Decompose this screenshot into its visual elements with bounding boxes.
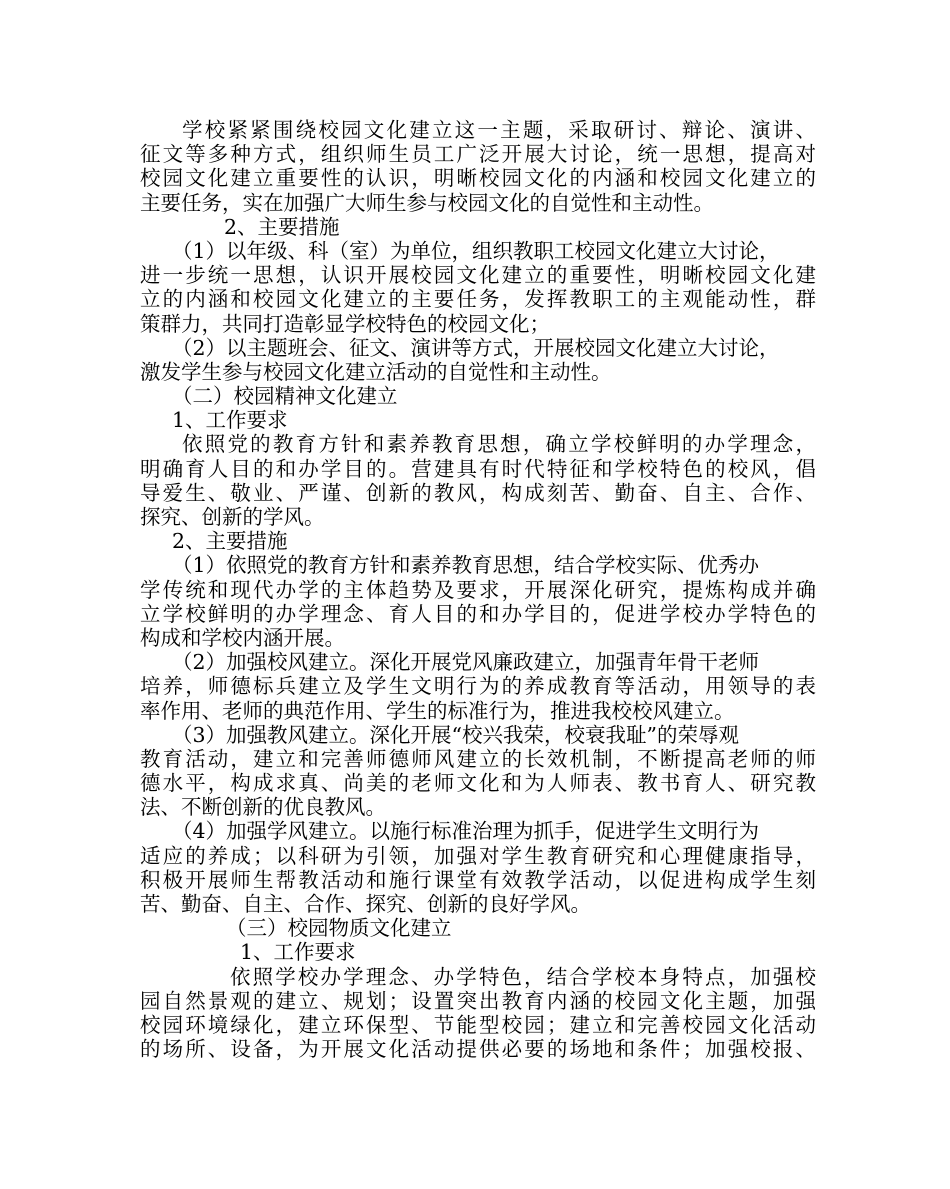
text-line: 进一步统一思想，认识开展校园文化建立的重要性，明晰校园文化建 bbox=[140, 263, 816, 288]
text-line: （2）加强校风建立。深化开展党风廉政建立，加强青年骨干老师 bbox=[172, 650, 760, 675]
text-line: 率作用、老师的典范作用、学生的标准行为，推进我校校风建立。 bbox=[140, 698, 735, 723]
section-heading: 1、工作要求 bbox=[240, 940, 356, 965]
text-line: 策群力，共同打造彰显学校特色的校园文化； bbox=[140, 311, 550, 336]
text-line: 培养，师德标兵建立及学生文明行为的养成教育等活动，用领导的表 bbox=[140, 674, 816, 699]
text-line: （3）加强教风建立。深化开展“校兴我荣，校衰我耻”的荣辱观 bbox=[172, 722, 740, 747]
text-line: 激发学生参与校园文化建立活动的自觉性和主动性。 bbox=[140, 359, 612, 384]
text-line: 导爱生、敬业、严谨、创新的教风，构成刻苦、勤奋、自主、合作、 bbox=[140, 480, 816, 505]
text-line: 积极开展师生帮教活动和施行课堂有效教学活动，以促进构成学生刻 bbox=[140, 867, 816, 892]
text-line: 征文等多种方式，组织师生员工广泛开展大讨论，统一思想，提高对 bbox=[140, 142, 816, 167]
section-heading: （三）校园物质文化建立 bbox=[226, 916, 452, 941]
text-line: 立的内涵和校园文化建立的主要任务，发挥教职工的主观能动性，群 bbox=[140, 287, 816, 312]
section-heading: 2、主要措施 bbox=[224, 214, 340, 239]
text-line: （1）以年级、科（室）为单位，组织教职工校园文化建立大讨论， bbox=[172, 238, 780, 263]
text-line: 明确育人目的和办学目的。营建具有时代特征和学校特色的校风，倡 bbox=[140, 456, 816, 481]
text-line: 德水平，构成求真、尚美的老师文化和为人师表、教书育人、研究教 bbox=[140, 771, 816, 796]
text-line: 苦、勤奋、自主、合作、探究、创新的良好学风。 bbox=[140, 892, 591, 916]
text-line: 园自然景观的建立、规划；设置突出教育内涵的校园文化主题，加强 bbox=[140, 988, 816, 1013]
text-line: 主要任务，实在加强广大师生参与校园文化的自觉性和主动性。 bbox=[140, 190, 714, 215]
text-line: （2）以主题班会、征文、演讲等方式，开展校园文化建立大讨论， bbox=[172, 335, 780, 360]
text-line: 的场所、设备，为开展文化活动提供必要的场地和条件；加强校报、 bbox=[140, 1037, 816, 1062]
text-line: 构成和学校内涵开展。 bbox=[140, 625, 345, 650]
text-line: 依照学校办学理念、办学特色，结合学校本身特点，加强校 bbox=[230, 964, 816, 989]
text-line: 探究、创新的学风。 bbox=[140, 505, 325, 529]
text-line: 适应的养成；以科研为引领，加强对学生教育研究和心理健康指导， bbox=[140, 843, 816, 868]
text-line: 校园环境绿化，建立环保型、节能型校园；建立和完善校园文化活动 bbox=[140, 1012, 816, 1037]
text-line: （1）依照党的教育方针和素养教育思想，结合学校实际、优秀办 bbox=[172, 553, 760, 578]
text-line: 学传统和现代办学的主体趋势及要求，开展深化研究，提炼构成并确 bbox=[140, 577, 816, 602]
document-page bbox=[140, 118, 816, 1061]
text-line: 学校紧紧围绕校园文化建立这一主题，采取研讨、辩论、演讲、 bbox=[182, 118, 816, 142]
text-line: 教育活动，建立和完善师德师风建立的长效机制，不断提高老师的师 bbox=[140, 746, 816, 771]
section-heading: 2、主要措施 bbox=[172, 529, 288, 554]
text-line: 法、不断创新的优良教风。 bbox=[140, 795, 386, 820]
text-line: 立学校鲜明的办学理念、育人目的和办学目的，促进学校办学特色的 bbox=[140, 601, 816, 626]
text-line: 依照党的教育方针和素养教育思想，确立学校鲜明的办学理念， bbox=[182, 432, 816, 457]
text-line: （4）加强学风建立。以施行标准治理为抓手，促进学生文明行为 bbox=[172, 819, 760, 844]
text-line: 校园文化建立重要性的认识，明晰校园文化的内涵和校园文化建立的 bbox=[140, 166, 816, 191]
section-heading: （二）校园精神文化建立 bbox=[172, 384, 398, 409]
section-heading: 1、工作要求 bbox=[172, 408, 288, 433]
